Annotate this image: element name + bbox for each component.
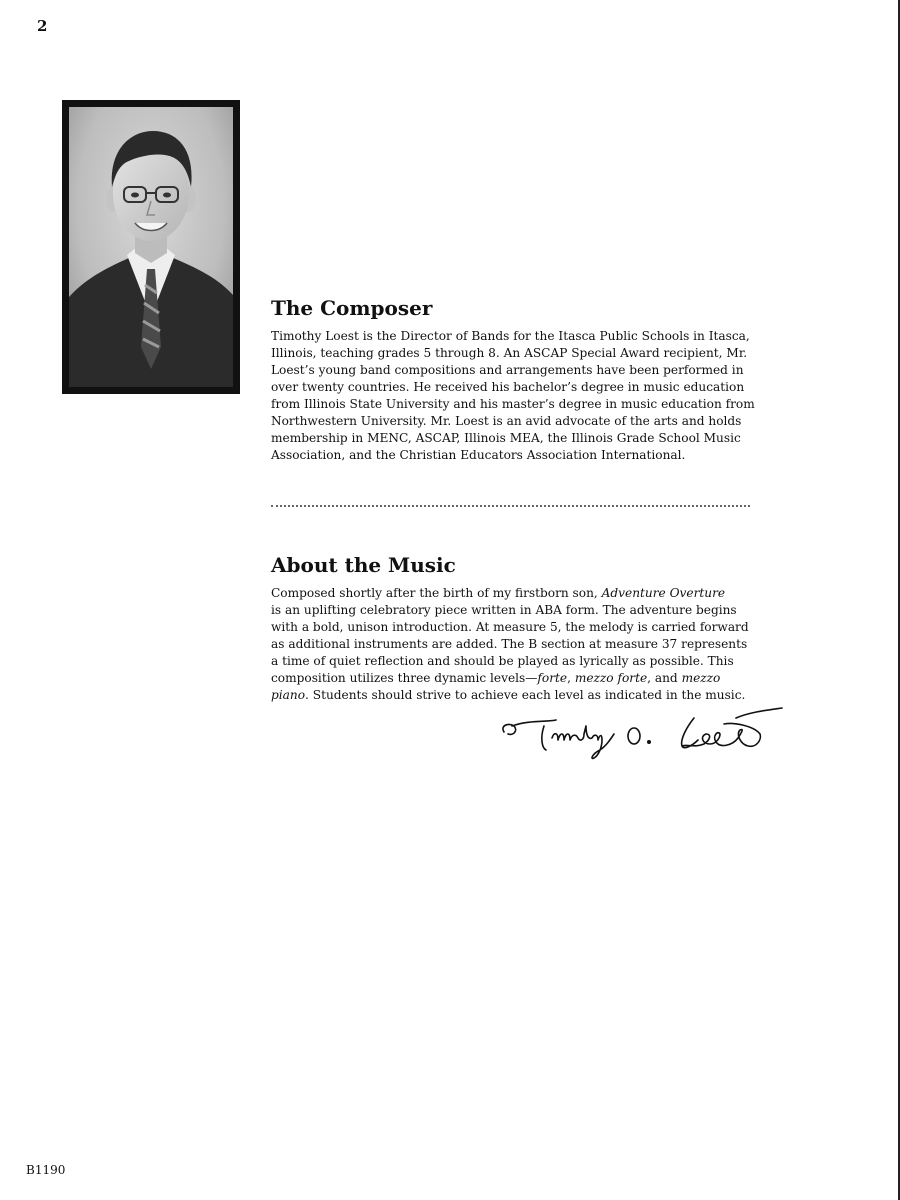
dynamic-forte: forte [537, 671, 568, 685]
composer-bio [271, 328, 761, 464]
portrait-image [69, 107, 233, 387]
music-line: is an uplifting celebratory piece written in ABA form. The adventure begins [271, 603, 737, 617]
music-line [271, 687, 761, 704]
music-line: with a bold, unison introduction. At measure 5, the melody is carried forward [271, 620, 749, 634]
music-description [271, 585, 761, 704]
music-line: a time of quiet reflection and should be played as lyrically as possible. This [271, 654, 734, 668]
bio-line: Association, and the Christian Educators Association International. [271, 448, 686, 462]
bio-line: over twenty countries. He received his bachelor’s degree in music education [271, 380, 745, 394]
dynamic-mezzo-forte: mezzo forte [574, 671, 648, 685]
music-text: , [567, 671, 575, 685]
section-divider [271, 505, 750, 507]
page-number: 2 [37, 17, 48, 35]
bio-line: Illinois, teaching grades 5 through 8. An ASCAP Special Award recipient, Mr. [271, 346, 748, 360]
dynamic-mezzo: mezzo [681, 671, 721, 685]
music-line [271, 585, 761, 602]
piece-title: Adventure Overture [601, 586, 726, 600]
bio-line: Timothy Loest is the Director of Bands for the Itasca Public Schools in Itasca, [271, 329, 750, 343]
catalog-code: B1190 [26, 1163, 66, 1177]
composer-heading: The Composer [271, 296, 433, 320]
music-text: composition utilizes three dynamic levels— [271, 671, 538, 685]
music-line: as additional instruments are added. The B section at measure 37 represents [271, 637, 748, 651]
composer-photo [62, 100, 240, 394]
music-line [271, 670, 761, 687]
bio-line: Northwestern University. Mr. Loest is an avid advocate of the arts and holds [271, 414, 742, 428]
bio-line: membership in MENC, ASCAP, Illinois MEA, the Illinois Grade School Music [271, 431, 741, 445]
bio-line: from Illinois State University and his master’s degree in music education from [271, 397, 755, 411]
music-text: Composed shortly after the birth of my firstborn son, [271, 586, 602, 600]
music-heading: About the Music [271, 553, 456, 577]
music-text: . Students should strive to achieve each level as indicated in the music. [305, 688, 746, 702]
music-text: , and [647, 671, 682, 685]
composer-signature [498, 704, 788, 764]
bio-line: Loest’s young band compositions and arrangements have been performed in [271, 363, 744, 377]
dynamic-piano: piano [271, 688, 306, 702]
